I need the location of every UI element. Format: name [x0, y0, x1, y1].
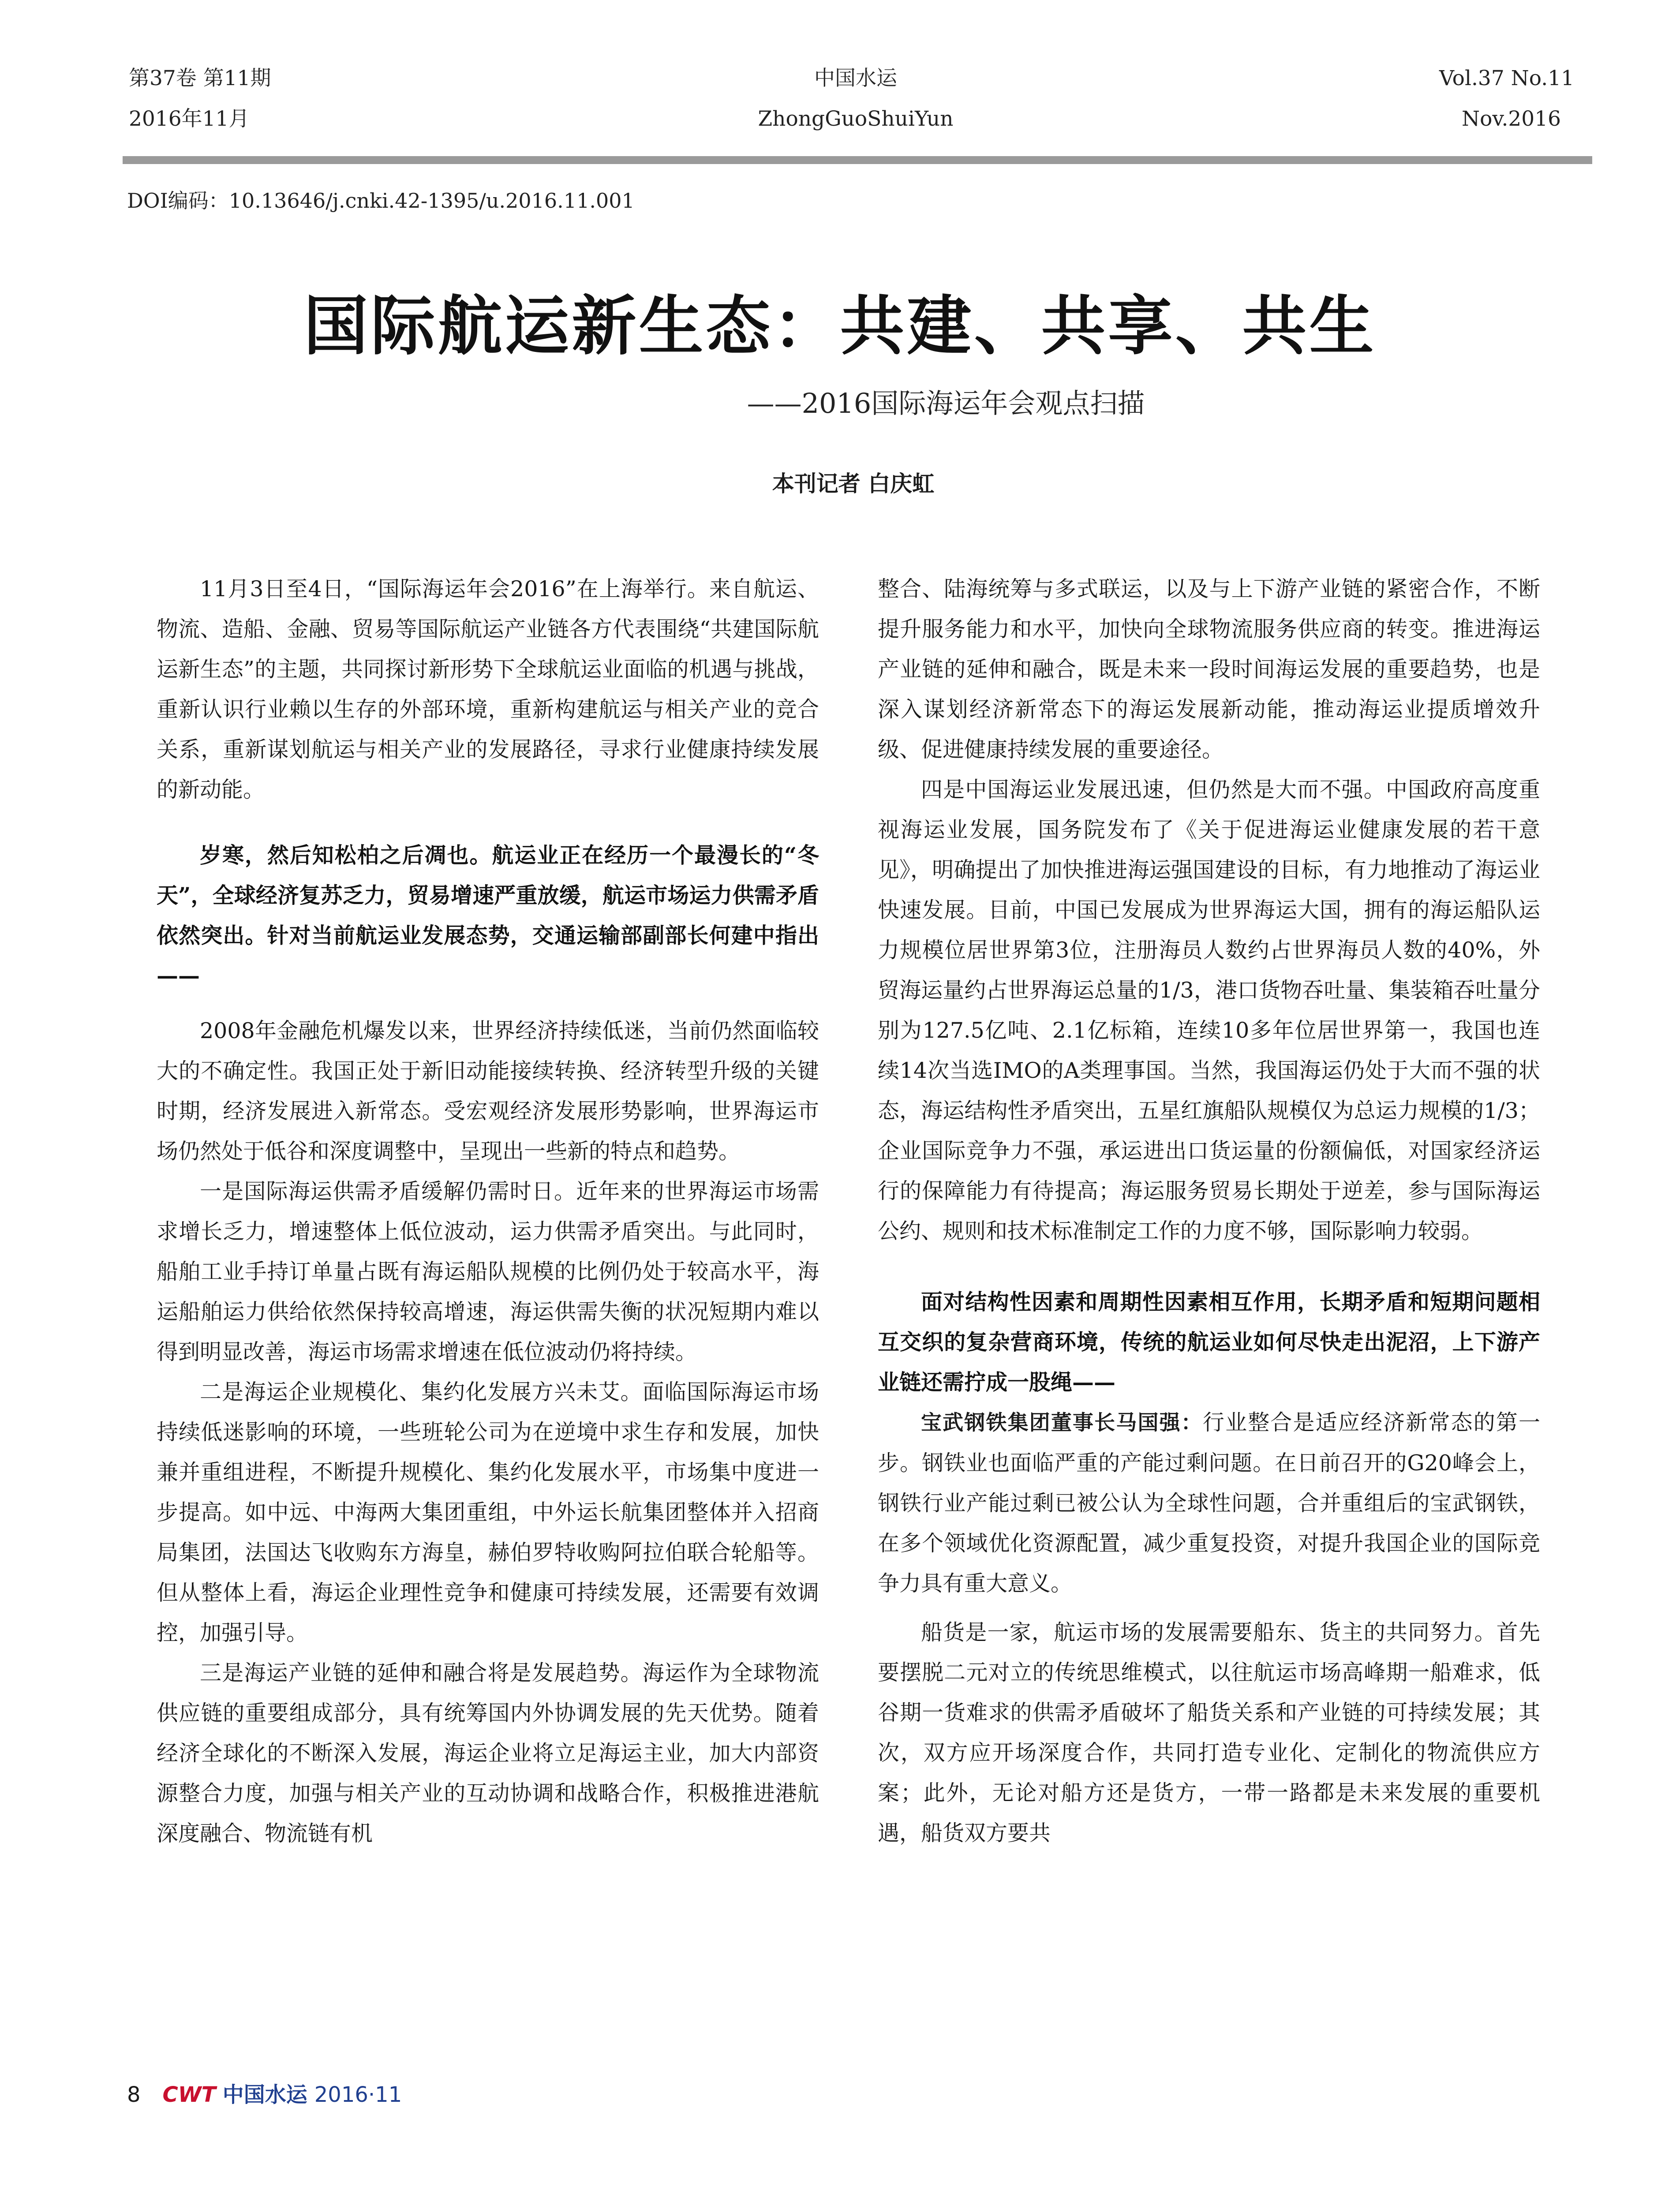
body-paragraph: 2008年金融危机爆发以来，世界经济持续低迷，当前仍然面临较大的不确定性。我国正处于新旧动能接续转换、经济转型升级的关键时期，经济发展进入新常态。受宏观经济发展形势影响，世界海运市场仍然处于低谷和深度调整中，呈现出一些新的特点和趋势。 — [157, 1018, 819, 1164]
header-volume-en: Vol.37 No.11 — [1439, 66, 1574, 90]
footer-brand: 中国水运 — [222, 2082, 307, 2107]
page-number: 8 — [127, 2082, 141, 2107]
header-volume-issue: 第37卷 第11期 — [129, 66, 271, 90]
header-journal-name: 中国水运 — [814, 66, 897, 90]
body-paragraph: 船货是一家，航运市场的发展需要船东、货主的共同努力。首先要摆脱二元对立的传统思维模式，以往航运市场高峰期一船难求，低谷期一货难求的供需矛盾破坏了船货关系和产业链的可持续发展；其次，双方应开场深度合作，共同打造专业化、定制化的物流供应方案；此外，无论对船方还是货方，一带一路都是未来发展的重要机遇，船货双方要共 — [878, 1620, 1540, 1846]
section-highlight-2: 面对结构性因素和周期性因素相互作用，长期矛盾和短期问题相互交织的复杂营商环境，传统的航运业如何尽快走出泥沼，上下游产业链还需拧成一股绳—— — [878, 1289, 1540, 1395]
intro-paragraph: 11月3日至4日，“国际海运年会2016”在上海举行。来自航运、物流、造船、金融、贸易等国际航运产业链各方代表围绕“共建国际航运新生态”的主题，共同探讨新形势下全球航运业面临的机遇与挑战，重新认识行业赖以生存的外部环境，重新构建航运与相关产业的竞合关系，重新谋划航运与相关产业的发展路径，寻求行业健康持续发展的新动能。 — [157, 576, 819, 802]
article-title: 国际航运新生态：共建、共享、共生 — [303, 288, 1377, 364]
doi: DOI编码：10.13646/j.cnki.42-1395/u.2016.11.001 — [127, 189, 635, 213]
speaker-label: 宝武钢铁集团董事长马国强： — [921, 1411, 1203, 1435]
cwt-logo: CWT — [162, 2082, 216, 2107]
page-footer — [127, 2082, 402, 2108]
article-author: 本刊记者 白庆虹 — [772, 471, 935, 497]
header-date: 2016年11月 — [129, 107, 250, 131]
section-highlight-1: 岁寒，然后知松柏之后凋也。航运业正在经历一个最漫长的“冬天”，全球经济复苏乏力，贸易增速严重放缓，航运市场运力供需矛盾依然突出。针对当前航运业发展态势，交通运输部副部长何建中指出—— — [157, 842, 819, 988]
speaker-text: 行业整合是适应经济新常态的第一步。钢铁业也面临严重的产能过剩问题。在日前召开的G20峰会上，钢铁行业产能过剩已被公认为全球性问题，合并重组后的宝武钢铁，在多个领域优化资源配置，减少重复投资，对提升我国企业的国际竞争力具有重大意义。 — [878, 1410, 1540, 1596]
body-paragraph: 三是海运产业链的延伸和融合将是发展趋势。海运作为全球物流供应链的重要组成部分，具有统筹国内外协调发展的先天优势。随着经济全球化的不断深入发展，海运企业将立足海运主业，加大内部资源整合力度，加强与相关产业的互动协调和战略合作，积极推进港航深度融合、物流链有机 — [157, 1660, 819, 1846]
footer-issue: 2016·11 — [314, 2082, 402, 2107]
body-paragraph: 二是海运企业规模化、集约化发展方兴未艾。面临国际海运市场持续低迷影响的环境，一些班轮公司为在逆境中求生存和发展，加快兼并重组进程，不断提升规模化、集约化发展水平，市场集中度进一步提高。如中远、中海两大集团重组，中外运长航集团整体并入招商局集团，法国达飞收购东方海皇，赫伯罗特收购阿拉伯联合轮船等。但从整体上看，海运企业理性竞争和健康可持续发展，还需要有效调控，加强引导。 — [157, 1379, 819, 1645]
body-paragraph: 一是国际海运供需矛盾缓解仍需时日。近年来的世界海运市场需求增长乏力，增速整体上低位波动，运力供需矛盾突出。与此同时，船舶工业手持订单量占既有海运船队规模的比例仍处于较高水平，海运船舶运力供给依然保持较高增速，海运供需失衡的状况短期内难以得到明显改善，海运市场需求增速在低位波动仍将持续。 — [157, 1179, 819, 1364]
right-column — [878, 569, 1540, 1853]
continuation-paragraph: 整合、陆海统筹与多式联运，以及与上下游产业链的紧密合作，不断提升服务能力和水平，加快向全球物流服务供应商的转变。推进海运产业链的延伸和融合，既是未来一段时间海运发展的重要趋势，也是深入谋划经济新常态下的海运发展新动能，推动海运业提质增效升级、促进健康持续发展的重要途径。 — [878, 576, 1540, 762]
header-journal-pinyin: ZhongGuoShuiYun — [758, 107, 954, 131]
left-column — [157, 569, 819, 1854]
body-paragraph: 四是中国海运业发展迅速，但仍然是大而不强。中国政府高度重视海运业发展，国务院发布了《关于促进海运业健康发展的若干意见》，明确提出了加快推进海运强国建设的目标，有力地推动了海运业快速发展。目前，中国已发展成为世界海运大国，拥有的海运船队运力规模位居世界第3位，注册海员人数约占世界海员人数的40%，外贸海运量约占世界海运总量的1/3，港口货物吞吐量、集装箱吞吐量分别为127.5亿吨、2.1亿标箱，连续10多年位居世界第一，我国也连续14次当选IMO的A类理事国。当然，我国海运仍处于大而不强的状态，海运结构性矛盾突出，五星红旗船队规模仅为总运力规模的1/3；企业国际竞争力不强，承运进出口货运量的份额偏低，对国家经济运行的保障能力有待提高；海运服务贸易长期处于逆差，参与国际海运公约、规则和技术标准制定工作的力度不够，国际影响力较弱。 — [878, 777, 1540, 1244]
header-rule — [123, 156, 1592, 164]
header-date-en: Nov.2016 — [1462, 107, 1561, 131]
article-subtitle: ——2016国际海运年会观点扫描 — [747, 387, 1145, 419]
speaker-paragraph — [878, 1402, 1540, 1603]
